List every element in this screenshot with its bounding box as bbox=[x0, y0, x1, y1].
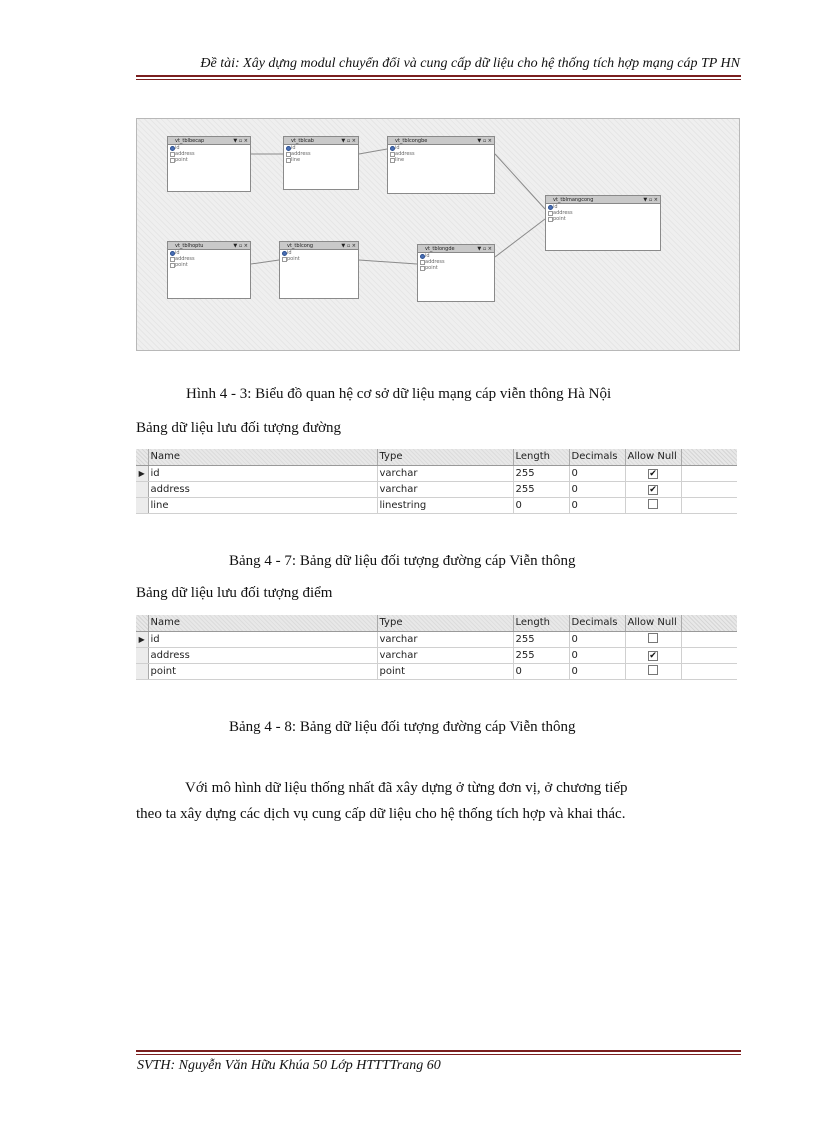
allow-null-checkbox[interactable]: ✔ bbox=[649, 650, 657, 661]
field-type-cell[interactable]: varchar bbox=[377, 647, 513, 663]
field-length-cell[interactable]: 255 bbox=[513, 481, 569, 497]
field-type-cell[interactable]: linestring bbox=[377, 497, 513, 513]
column-header-filler bbox=[681, 449, 737, 465]
row-header-corner bbox=[136, 449, 148, 465]
allow-null-checkbox[interactable] bbox=[648, 499, 658, 509]
entity-table[interactable] bbox=[167, 241, 251, 299]
field-length-cell[interactable]: 0 bbox=[513, 663, 569, 679]
window-controls-icon[interactable]: ▼ ▫ × bbox=[233, 138, 248, 144]
window-controls-icon[interactable]: ▼ ▫ × bbox=[341, 243, 356, 249]
column-header[interactable]: Length bbox=[513, 449, 569, 465]
window-controls-icon[interactable]: ▼ ▫ × bbox=[643, 197, 658, 203]
entity-title: vt_tblhoptu bbox=[175, 243, 204, 249]
column-header-filler bbox=[681, 615, 737, 631]
field-decimals-cell[interactable]: 0 bbox=[569, 497, 625, 513]
entity-table[interactable] bbox=[545, 195, 661, 251]
column-header[interactable]: Type bbox=[377, 449, 513, 465]
entity-field: address bbox=[418, 259, 494, 265]
field-name-cell[interactable]: address bbox=[148, 647, 377, 663]
field-type-cell[interactable]: varchar bbox=[377, 465, 513, 481]
allow-null-checkbox[interactable]: ✔ bbox=[649, 484, 657, 495]
entity-field: address bbox=[546, 210, 660, 216]
entity-field: id bbox=[168, 250, 250, 256]
field-length-cell[interactable]: 255 bbox=[513, 465, 569, 481]
relation-line bbox=[495, 219, 545, 257]
field-type-cell[interactable]: point bbox=[377, 663, 513, 679]
field-decimals-cell[interactable]: 0 bbox=[569, 631, 625, 647]
entity-field: address bbox=[388, 151, 494, 157]
row-pointer-icon: ▶ bbox=[136, 465, 148, 481]
column-header[interactable]: Decimals bbox=[569, 449, 625, 465]
allow-null-checkbox[interactable] bbox=[648, 665, 658, 675]
body-paragraph-line: Với mô hình dữ liệu thống nhất đã xây dựng ở từng đơn vị, ở chương tiếp bbox=[185, 780, 628, 796]
field-name-cell[interactable]: id bbox=[148, 465, 377, 481]
table-row[interactable] bbox=[136, 465, 737, 481]
entity-field: point bbox=[418, 265, 494, 271]
table-caption: Bảng 4 - 8: Bảng dữ liệu đối tượng đường cáp Viễn thông bbox=[229, 719, 576, 735]
er-diagram bbox=[136, 118, 740, 351]
footer-rule bbox=[136, 1050, 741, 1055]
page-footer: SVTH: Nguyễn Văn Hữu Khúa 50 Lớp HTTTTrang 60 bbox=[137, 1058, 441, 1073]
entity-field: line bbox=[388, 157, 494, 163]
row-pointer-icon: ▶ bbox=[136, 631, 148, 647]
entity-field: id bbox=[284, 145, 358, 151]
window-controls-icon[interactable]: ▼ ▫ × bbox=[233, 243, 248, 249]
section-label: Bảng dữ liệu lưu đối tượng đường bbox=[136, 420, 342, 436]
field-name-cell[interactable]: point bbox=[148, 663, 377, 679]
entity-field: address bbox=[168, 256, 250, 262]
entity-title: vt_tblbecap bbox=[175, 138, 205, 144]
entity-table[interactable] bbox=[279, 241, 359, 299]
section-label: Bảng dữ liệu lưu đối tượng điểm bbox=[136, 585, 333, 601]
table-row[interactable] bbox=[136, 497, 737, 513]
entity-table[interactable] bbox=[283, 136, 359, 190]
entity-field: id bbox=[546, 204, 660, 210]
table-row[interactable] bbox=[136, 631, 737, 647]
entity-field: id bbox=[418, 253, 494, 259]
entity-title: vt_tblcab bbox=[291, 138, 314, 144]
table-row[interactable] bbox=[136, 663, 737, 679]
field-decimals-cell[interactable]: 0 bbox=[569, 465, 625, 481]
column-header[interactable]: Allow Null bbox=[625, 615, 681, 631]
entity-field: address bbox=[168, 151, 250, 157]
column-header[interactable]: Length bbox=[513, 615, 569, 631]
table-designer-grid bbox=[136, 449, 737, 514]
column-header[interactable]: Name bbox=[148, 449, 377, 465]
column-header[interactable]: Allow Null bbox=[625, 449, 681, 465]
allow-null-checkbox[interactable] bbox=[648, 633, 658, 643]
window-controls-icon[interactable]: ▼ ▫ × bbox=[477, 246, 492, 252]
table-row[interactable] bbox=[136, 481, 737, 497]
entity-field: point bbox=[546, 216, 660, 222]
entity-title: vt_tblcongbe bbox=[395, 138, 428, 144]
window-controls-icon[interactable]: ▼ ▫ × bbox=[341, 138, 356, 144]
entity-field: id bbox=[388, 145, 494, 151]
window-controls-icon[interactable]: ▼ ▫ × bbox=[477, 138, 492, 144]
entity-table[interactable] bbox=[387, 136, 495, 194]
field-name-cell[interactable]: id bbox=[148, 631, 377, 647]
relation-line bbox=[359, 260, 417, 264]
body-paragraph-line: theo ta xây dựng các dịch vụ cung cấp dữ liệu cho hệ thống tích hợp và khai thác. bbox=[136, 806, 626, 822]
entity-field: point bbox=[168, 262, 250, 268]
field-length-cell[interactable]: 255 bbox=[513, 631, 569, 647]
entity-title: vt_tblcong bbox=[287, 243, 314, 249]
column-header[interactable]: Type bbox=[377, 615, 513, 631]
field-length-cell[interactable]: 255 bbox=[513, 647, 569, 663]
column-header[interactable]: Name bbox=[148, 615, 377, 631]
field-decimals-cell[interactable]: 0 bbox=[569, 481, 625, 497]
table-caption: Bảng 4 - 7: Bảng dữ liệu đối tượng đường cáp Viễn thông bbox=[229, 553, 576, 569]
table-row[interactable] bbox=[136, 647, 737, 663]
field-type-cell[interactable]: varchar bbox=[377, 631, 513, 647]
entity-field: point bbox=[168, 157, 250, 163]
relation-line bbox=[251, 260, 279, 264]
entity-field: id bbox=[280, 250, 358, 256]
entity-field: address bbox=[284, 151, 358, 157]
header-rule bbox=[136, 75, 741, 80]
entity-table[interactable] bbox=[417, 244, 495, 302]
allow-null-checkbox[interactable]: ✔ bbox=[649, 468, 657, 479]
relation-line bbox=[359, 149, 387, 154]
entity-field: line bbox=[284, 157, 358, 163]
page-header-title: Đề tài: Xây dựng modul chuyển đổi và cung cấp dữ liệu cho hệ thống tích hợp mạng cáp TP HN bbox=[200, 56, 740, 71]
table-designer-grid bbox=[136, 615, 737, 680]
relation-line bbox=[495, 154, 545, 209]
field-decimals-cell[interactable]: 0 bbox=[569, 647, 625, 663]
column-header[interactable]: Decimals bbox=[569, 615, 625, 631]
field-type-cell[interactable]: varchar bbox=[377, 481, 513, 497]
field-name-cell[interactable]: line bbox=[148, 497, 377, 513]
field-length-cell[interactable]: 0 bbox=[513, 497, 569, 513]
entity-title: vt_tblongde bbox=[425, 246, 455, 252]
entity-field: point bbox=[280, 256, 358, 262]
entity-field: id bbox=[168, 145, 250, 151]
entity-table[interactable] bbox=[167, 136, 251, 192]
field-name-cell[interactable]: address bbox=[148, 481, 377, 497]
row-header-corner bbox=[136, 615, 148, 631]
figure-caption: Hình 4 - 3: Biểu đồ quan hệ cơ sở dữ liệu mạng cáp viễn thông Hà Nội bbox=[186, 386, 612, 402]
entity-title: vt_tblmangcong bbox=[553, 197, 594, 203]
field-decimals-cell[interactable]: 0 bbox=[569, 663, 625, 679]
